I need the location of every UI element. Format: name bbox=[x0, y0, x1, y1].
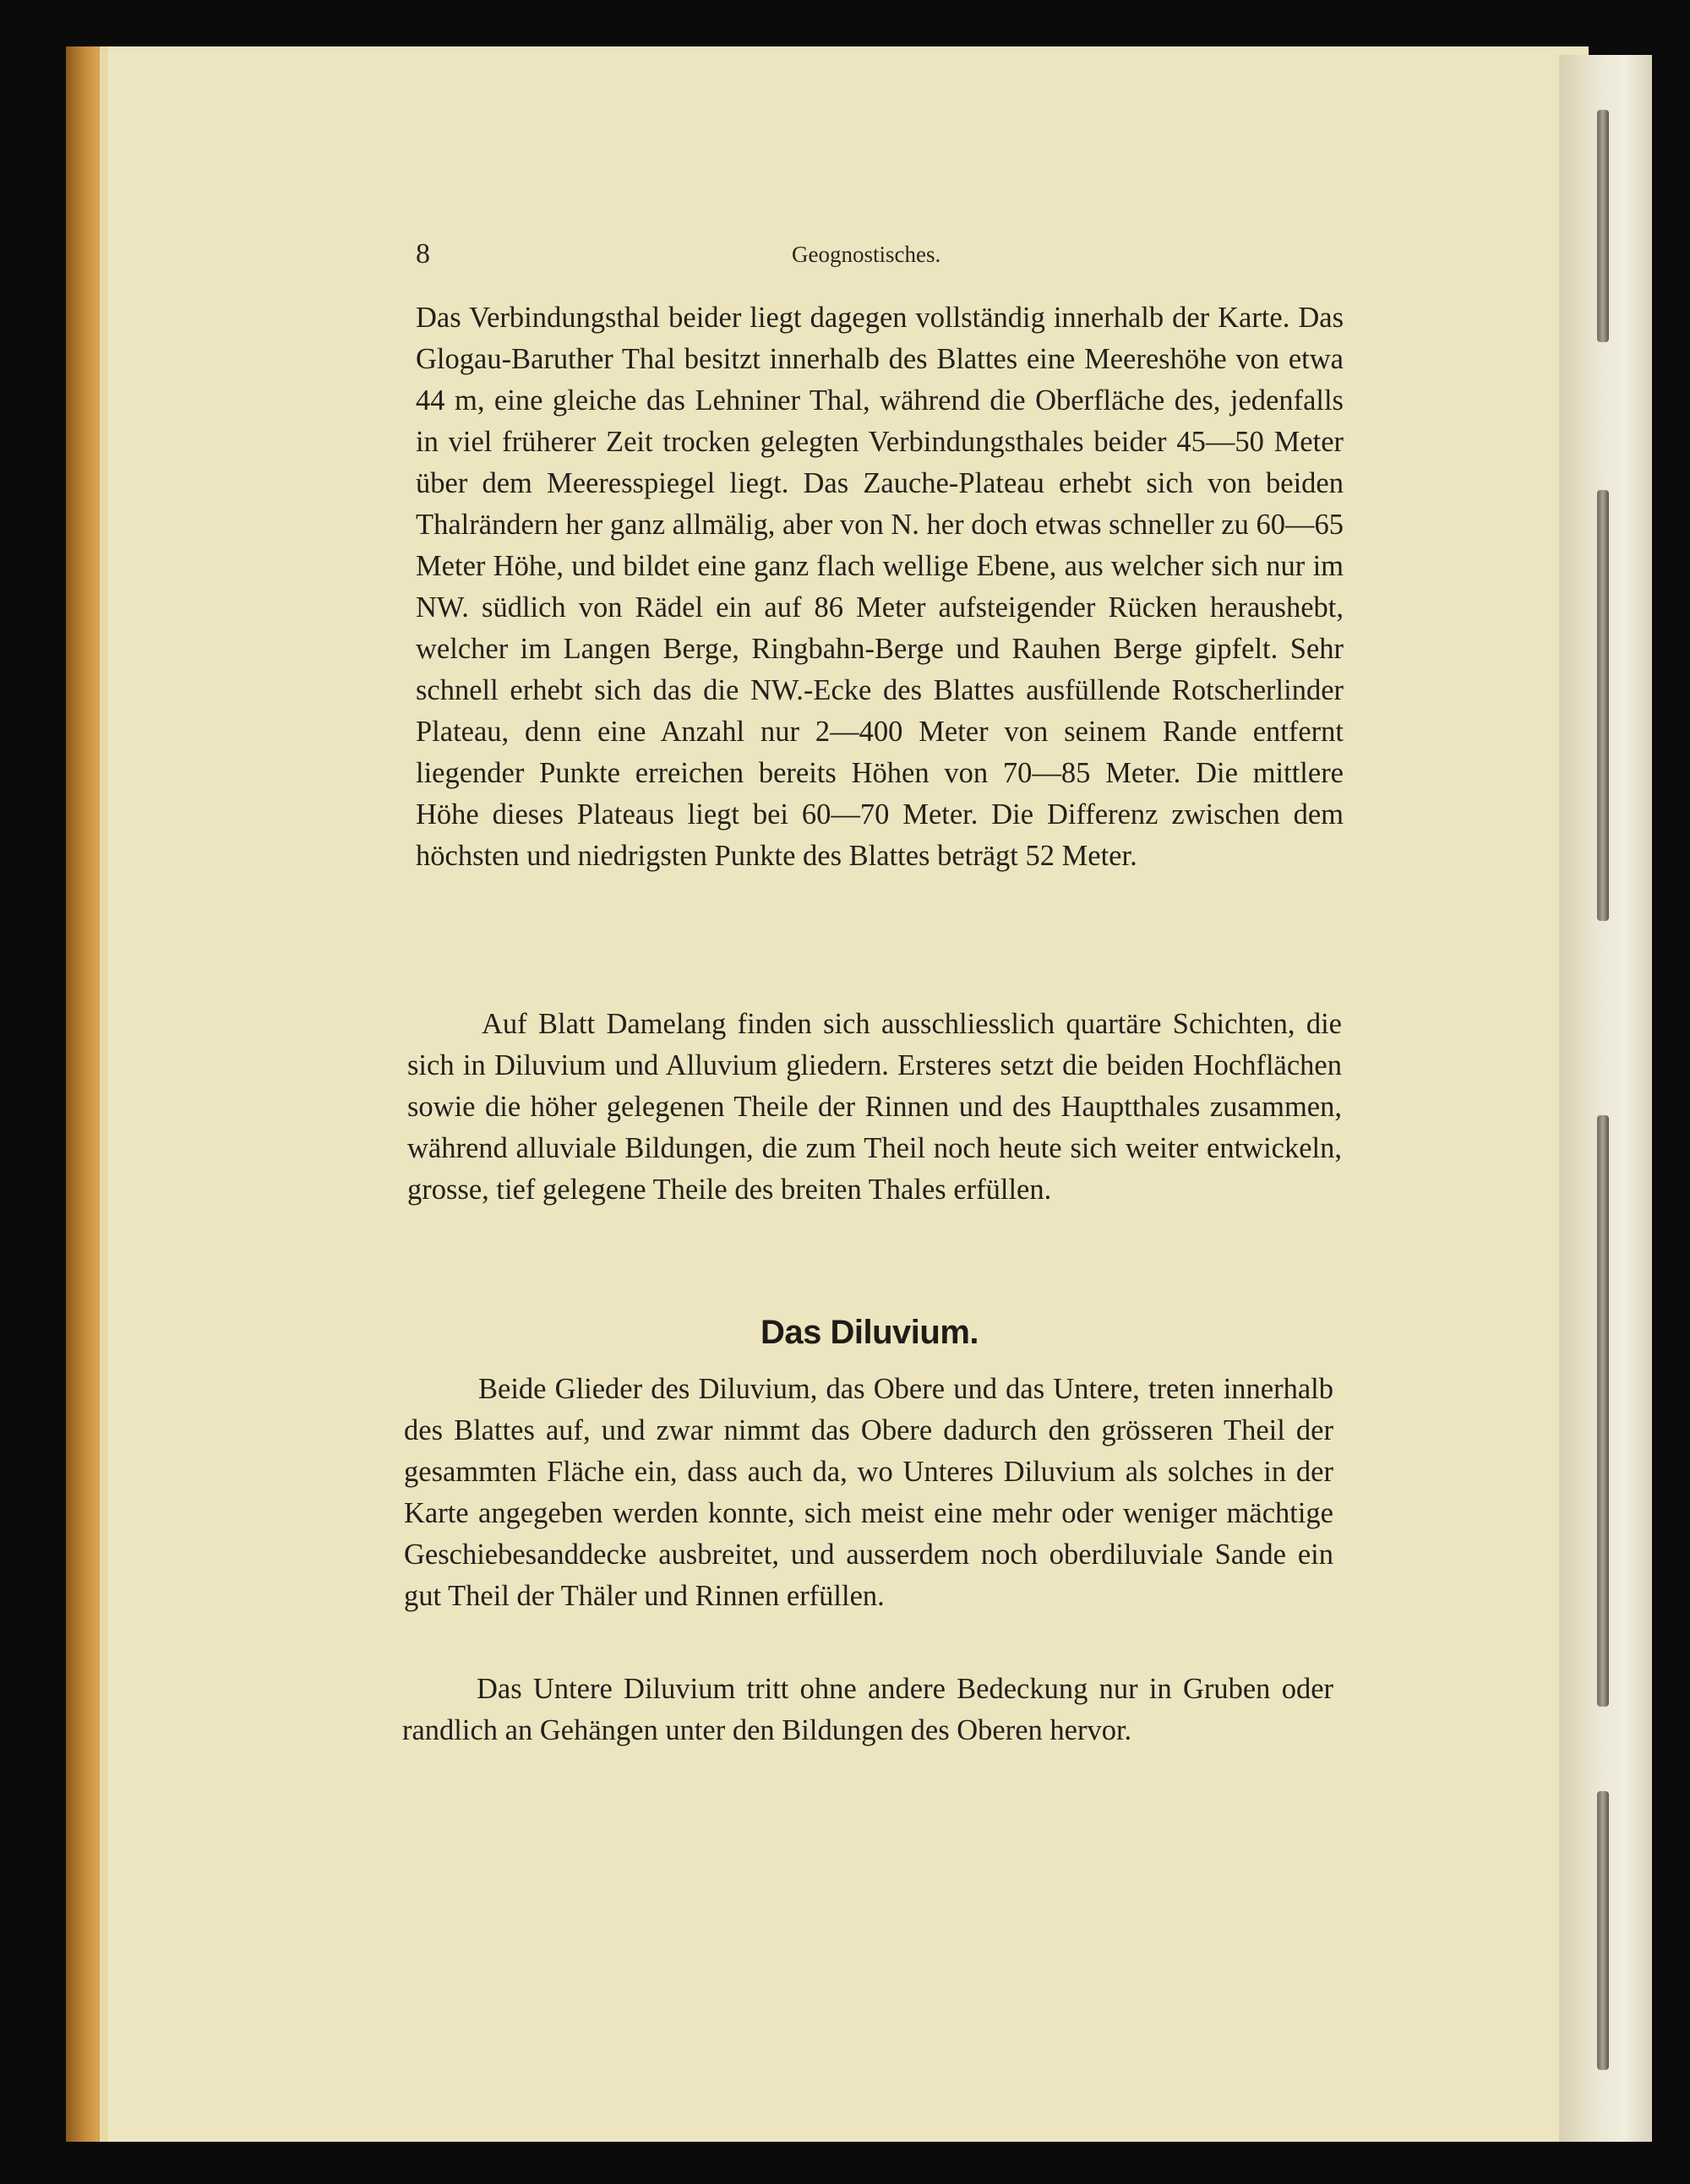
section-heading: Das Diluvium. bbox=[760, 1314, 979, 1351]
page-number: 8 bbox=[416, 238, 430, 270]
page-header bbox=[416, 238, 1352, 272]
text-block-diluvium bbox=[404, 1369, 1333, 1617]
paragraph: Beide Glieder des Diluvium, das Obere und das Untere, treten innerhalb des Blattes auf, und zwar nimmt das Obere dadurch den grösseren Theil der gesammten Fläche ein, dass auch da, wo Unteres Diluvium als solches in der Karte angegeben werden konnte, sich meist eine mehr oder weniger mächtige Geschiebesanddecke ausbreitet, und ausserdem noch oberdiluviale Sande ein gut Theil der Thäler und Rinnen erfüllen. bbox=[404, 1373, 1333, 1612]
text-block-lower-diluvium bbox=[402, 1669, 1333, 1751]
binding-stitch bbox=[1597, 1791, 1609, 2070]
paragraph: Das Untere Diluvium tritt ohne andere Bedeckung nur in Gruben oder randlich an Gehängen unter den Bildungen des Oberen hervor. bbox=[402, 1673, 1333, 1746]
binding-stitch bbox=[1597, 110, 1609, 342]
binding-stitch bbox=[1597, 1115, 1609, 1707]
paragraph: Auf Blatt Damelang finden sich ausschliesslich quartäre Schichten, die sich in Diluvium und Alluvium gliedern. Ersteres setzt die beiden Hochflächen sowie die höher gelegenen Theile der Rinnen und des Hauptthales zusammen, während alluviale Bildungen, die zum Theil noch heute sich weiter entwickeln, grosse, tief gelegene Theile des breiten Thales erfüllen. bbox=[407, 1008, 1342, 1206]
binding-stitch bbox=[1597, 490, 1609, 921]
page-edge-strip bbox=[100, 46, 108, 2142]
paragraph: Das Verbindungsthal beider liegt dagegen vollständig innerhalb der Karte. Das Glogau-Baruther Thal besitzt innerhalb des Blattes eine Meereshöhe von etwa 44 m, eine gleiche das Lehniner Thal, während die Oberfläche des, jedenfalls in viel früherer Zeit trocken gelegten Verbindungsthales beider 45—50 Meter über dem Meeresspiegel liegt. Das Zauche-Plateau erhebt sich von beiden Thalrändern her ganz allmälig, aber von N. her doch etwas schneller zu 60—65 Meter Höhe, und bildet eine ganz flach wellige Ebene, aus welcher sich nur im NW. südlich von Rädel ein auf 86 Meter aufsteigender Rücken heraushebt, welcher im Langen Berge, Ringbahn-Berge und Rauhen Berge gipfelt. Sehr schnell erhebt sich das die NW.-Ecke des Blattes ausfüllende Rotscherlinder Plateau, denn eine Anzahl nur 2—400 Meter von seinem Rande entfernt liegender Punkte erreichen bereits Höhen von 70—85 Meter. Die mittlere Höhe dieses Plateaus liegt bei 60—70 Meter. Die Differenz zwischen dem höchsten und niedrigsten Punkte des Blattes beträgt 52 Meter. bbox=[416, 302, 1344, 872]
text-block-quaternary bbox=[407, 1004, 1342, 1211]
text-block-intro bbox=[416, 297, 1344, 877]
running-head: Geognostisches. bbox=[792, 242, 941, 267]
